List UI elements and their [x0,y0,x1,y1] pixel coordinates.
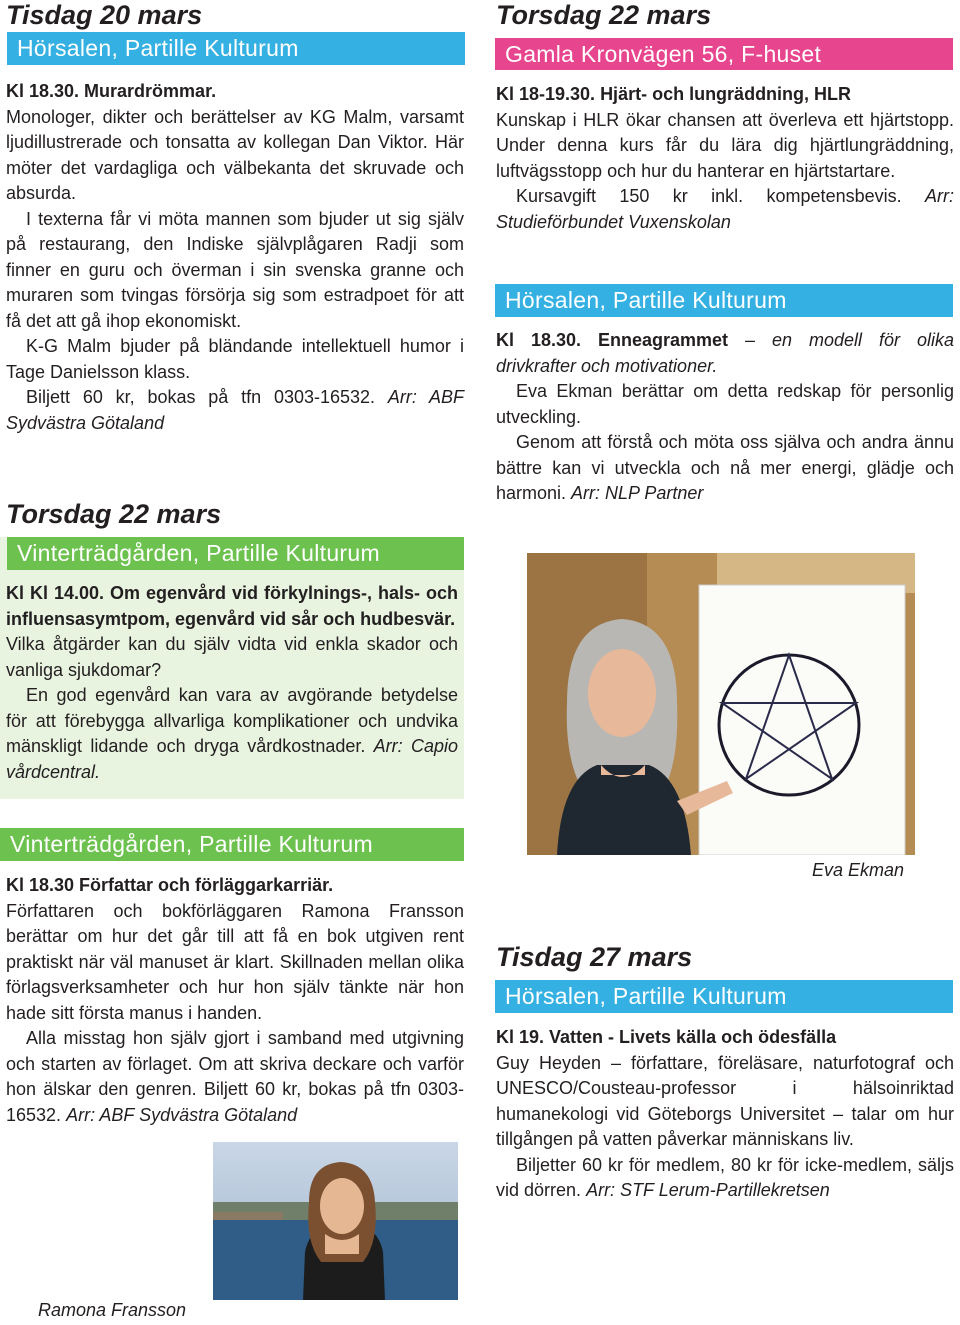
event-block [496,328,954,507]
event-text: Genom att förstå och möta oss själva och andra ännu bättre kan vi utveckla och nå mer energi, glädje och harmoni. [496,432,954,503]
day-heading: Tisdag 20 mars [6,0,203,30]
event-paragraph: Vilka åtgärder kan du själv vidta vid enkla skador och vanliga sjukdomar? [6,634,458,680]
event-block [6,79,464,436]
organizer-text: Arr: NLP Partner [571,483,704,503]
photo-caption: Eva Ekman [812,860,905,880]
event-paragraph: K-G Malm bjuder på bländande intellektuell humor i Tage Danielsson klass. [6,336,464,382]
organizer-text: Arr: ABF Sydvästra Götaland [66,1104,298,1125]
event-text: En god egenvård kan vara av avgörande betydelse för att förebygga allvarliga komplikationer och undvika mänskligt lidande och dryga vårdkostnader. [6,685,458,756]
event-title: Kl 19. Vatten - Livets källa och ödesfälla [496,1027,837,1047]
eva-photo [527,553,915,855]
price-text: Biljett 60 kr, bokas på tfn 0303-16532. [26,387,376,407]
event-paragraph: Monologer, dikter och berättelser av KG Malm, varsamt ljudillustrerade och tonsatta av kollegan Dan Viktor. Här möter det vardagliga och välbekanta det skruvade och absurda. [6,106,464,203]
event-paragraph: Författaren och bokförläggaren Ramona Fransson berättar om hur det går till att få en bok utgiven rent praktiskt när väl manuset är klart. Skillnaden mellan olika förlagsverksamheter och hur hon själv tänkte när hon hade sitt första manus i handen. [6,900,464,1023]
event-text: Alla misstag hon själv gjort i samband med utgivning och starten av förlaget. Om att skriva deckare och varför hon älskar den genren. Biljett 60 kr, bokas på tfn 0303-16532. [6,1028,464,1125]
organizer-text: Arr: ABF Sydvästra Götaland [6,387,464,433]
event-paragraph [496,184,954,235]
venue-band: Hörsalen, Partille Kulturum [495,284,953,317]
venue-band: Gamla Kronvägen 56, F-huset [495,38,953,70]
day-heading: Tisdag 27 mars [496,942,693,972]
day-heading: Torsdag 22 mars [496,0,712,30]
event-title-line [496,328,954,379]
event-block [496,82,954,235]
day-heading: Torsdag 22 mars [6,499,222,529]
event-title: Kl 18.30. Enneagrammet [496,330,729,350]
venue-band: Hörsalen, Partille Kulturum [495,980,953,1013]
highlight-box [0,537,464,799]
event-title: Kl Kl 14.00. Om egenvård vid förkylnings-, hals- och influensasymtpom, egenvård vid sår och hudbesvär. [6,583,458,629]
event-paragraph: I texterna får vi möta mannen som bjuder ut sig själv på restaurang, den Indiske självplågaren Radji som finner en guru och överman i sin svenska granne och muraren som tvingas försörja sig som estradpoet för att få det att gå ihop ekonomiskt. [6,208,464,331]
organizer-text: Arr: Capio vårdcentral. [6,736,458,782]
venue-band: Hörsalen, Partille Kulturum [7,32,465,65]
ramona-photo [213,1142,458,1300]
venue-band: Vinterträdgården, Partille Kulturum [7,537,464,570]
event-block [6,873,464,1128]
event-title: Kl 18.30. Murardrömmar. [6,81,217,101]
event-text: Kursavgift 150 kr inkl. kompetensbevis. [516,186,902,206]
photo-caption: Ramona Fransson [38,1300,187,1320]
event-title: Kl 18-19.30. Hjärt- och lungräddning, HLR [496,84,852,104]
event-paragraph: Guy Heyden – författare, föreläsare, naturfotograf och UNESCO/Cousteau-professor i hälsoinriktad humanekologi vid Göteborgs Universitet – talar om hur tillgången på vatten påverkar människans liv. [496,1052,954,1149]
event-paragraph [496,430,954,507]
event-paragraph [6,385,464,436]
event-title: Kl 18.30 Författar och förläggarkarriär. [6,875,334,895]
event-paragraph [496,1153,954,1204]
organizer-text: Arr: STF Lerum-Partillekretsen [586,1180,830,1200]
event-block [496,1025,954,1204]
event-paragraph: Eva Ekman berättar om detta redskap för personlig utveckling. [496,381,954,427]
event-paragraph [6,683,458,785]
event-paragraph: Kunskap i HLR ökar chansen att överleva ett hjärtstopp. Under denna kurs får du lära dig hjärtlungräddning, luftvägsstopp och hur du hanterar en hjärtstartare. [496,109,954,181]
venue-band: Vinterträdgården, Partille Kulturum [0,828,464,861]
organizer-text: Arr: Studieförbundet Vuxenskolan [496,186,954,232]
event-text: Biljetter 60 kr för medlem, 80 kr för icke-medlem, säljs vid dörren. [496,1154,954,1200]
event-subtitle: – en modell för olika drivkrafter och motivationer. [496,330,955,376]
event-paragraph [6,1026,464,1128]
event-block [6,581,458,785]
